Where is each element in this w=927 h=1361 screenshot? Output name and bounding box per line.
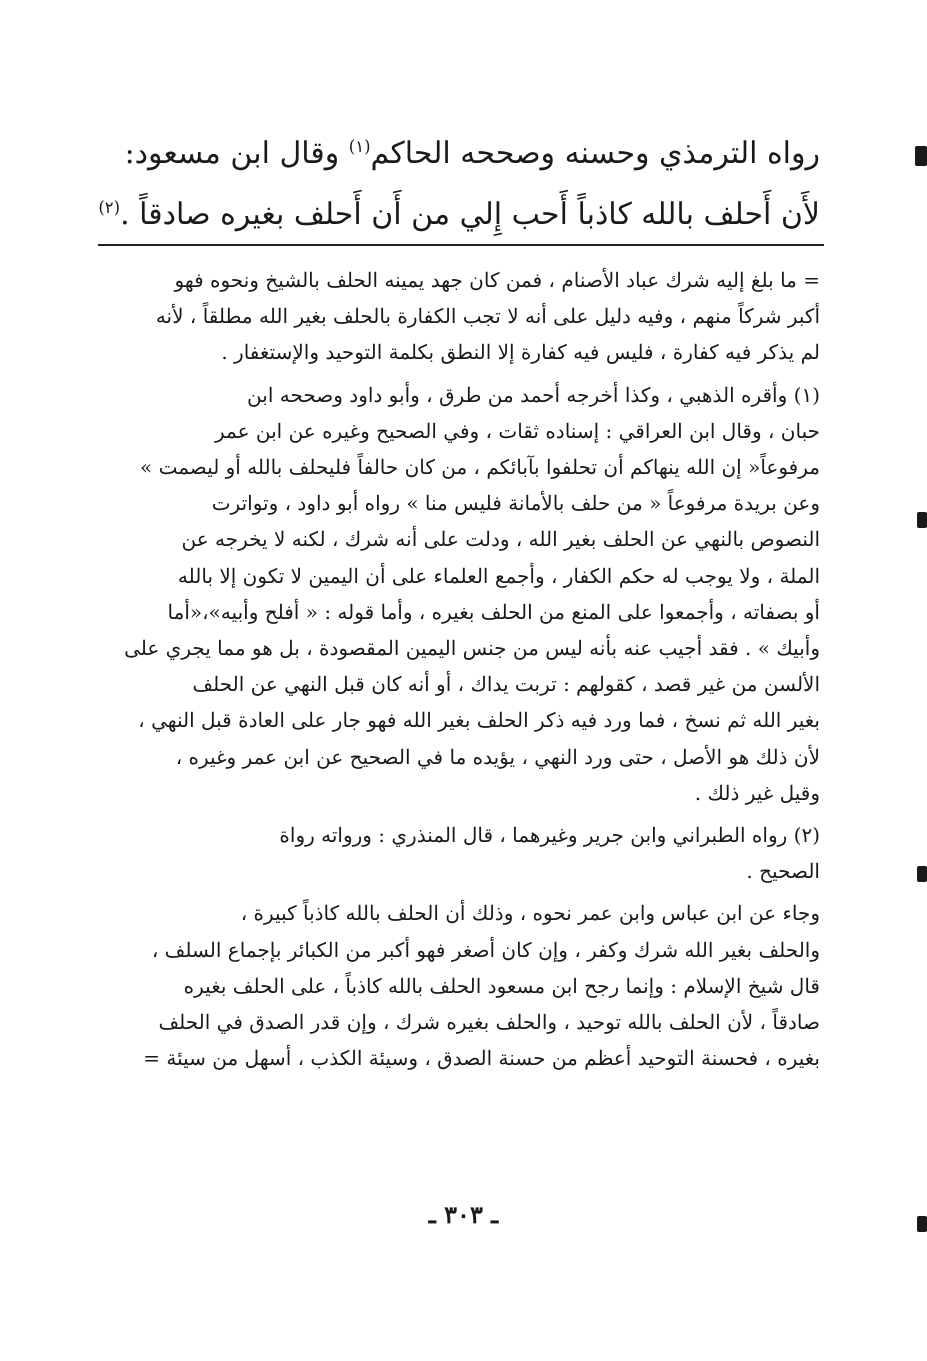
footnote-line: وعن بريدة مرفوعاً « من حلف بالأمانة فليس منا » رواه أبو داود ، وتواترت [211,491,820,516]
footnote-ref-1: (١) [348,137,371,156]
footnote-line: وأبيك » . فقد أجيب عنه بأنه ليس من جنس اليمين المقصودة ، بل هو مما يجري على [124,636,820,661]
footnote-line: (٢) رواه الطبراني وابن جرير وغيرهما ، قال المنذري : ورواته رواة [279,823,820,848]
binding-mark [917,866,927,882]
footnote-1 [100,377,820,811]
main-text-line [100,120,820,181]
footnote-line: (١) وأقره الذهبي ، وكذا أخرجه أحمد من طرق ، وأبو داود وصححه ابن [247,382,820,407]
footnote-line: الألسن من غير قصد ، كقولهم : تربت يداك ، أو أنه كان قبل النهي عن الحلف [192,672,820,697]
footnote-line: صادقاً ، لأن الحلف بالله توحيد ، والحلف بغيره شرك ، وإن قدر الصدق في الحلف [158,1010,820,1035]
footnote-line: أكبر شركاً منهم ، وفيه دليل على أنه لا تجب الكفارة بالحلف بغير الله مطلقاً ، لأنه [155,304,820,329]
footnote-continuation [100,262,820,371]
footnote-2 [100,817,820,889]
main-text [100,120,820,242]
footnote-line: الصحيح . [746,859,820,884]
footnote-line: أو بصفاته ، وأجمعوا على المنع من الحلف بغيره ، وأما قوله : « أفلح وأبيه»،«أما [167,599,820,624]
footnote-line: وقيل غير ذلك . [694,780,820,805]
footnote-line: الملة ، ولا يوجب له حكم الكفار ، وأجمع العلماء على أن اليمين لا تكون إلا بالله [177,563,820,588]
main-text-segment: وقال ابن مسعود: [124,136,349,171]
footnote-line: لأن ذلك هو الأصل ، حتى ورد النهي ، يؤيده ما في الصحيح عن ابن عمر وغيره ، [175,744,820,769]
footnote-line: وجاء عن ابن عباس وابن عمر نحوه ، وذلك أن الحلف بالله كاذباً كبيرة ، [240,901,820,926]
main-text-segment: رواه الترمذي وحسنه وصححه الحاكم [370,136,820,171]
binding-mark [917,1216,927,1232]
footnote-ref-2: (٢) [98,198,121,217]
footnote-line: النصوص بالنهي عن الحلف بغير الله ، ودلت على أنه شرك ، لكنه لا يخرجه عن [181,527,820,552]
footnote-line: = ما بلغ إليه شرك عباد الأصنام ، فمن كان جهد يمينه الحلف بالشيخ ونحوه فهو [174,268,820,292]
main-text-line [100,181,820,242]
page-number: ـ ٣٠٣ ـ [428,1200,499,1229]
footnote-line: مرفوعاً« إن الله ينهاكم أن تحلفوا بآبائكم ، من كان حالفاً فليحلف بالله أو ليصمت » [140,455,820,480]
footnote-line: بغير الله ثم نسخ ، فما ورد فيه ذكر الحلف بغير الله فهو جار على العادة قبل النهي ، [138,708,820,733]
footnote-line: قال شيخ الإسلام : وإنما رجح ابن مسعود الحلف بالله كاذباً ، على الحلف بغيره [183,973,820,998]
footnote-2-continued [100,895,820,1076]
footnote-separator [98,244,824,246]
binding-mark [915,146,927,166]
footnote-line: لم يذكر فيه كفارة ، فليس فيه كفارة إلا النطق بكلمة التوحيد والإستغفار . [221,340,820,365]
footnote-line: حبان ، وقال ابن العراقي : إسناده ثقات ، وفي الصحيح وغيره عن ابن عمر [214,418,820,443]
main-text-segment: لأَن أَحلف بالله كاذباً أَحب إِلي من أَن أَحلف بغيره صادقاً . [120,197,820,232]
footnote-line: والحلف بغير الله شرك وكفر ، وإن كان أصغر فهو أكبر من الكبائر بإجماع السلف ، [151,937,820,962]
footnotes [100,262,820,1082]
footnote-line: بغيره ، فحسنة التوحيد أعظم من حسنة الصدق ، وسيئة الكذب ، أسهل من سيئة = [143,1046,820,1071]
binding-mark [917,512,927,528]
